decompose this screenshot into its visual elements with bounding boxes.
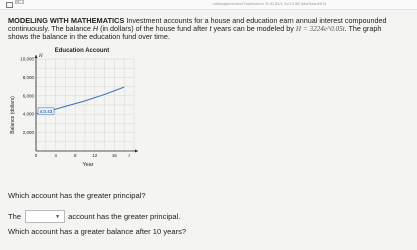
y-tick-label: 4,000 <box>22 111 34 117</box>
x-tick-label: 4 <box>54 153 57 158</box>
y-axis-variable: H <box>39 54 43 59</box>
chart-annotation <box>38 108 54 115</box>
answer-prefix: The <box>8 212 22 221</box>
chart-svg <box>8 45 148 169</box>
browser-top-bar <box>0 0 417 10</box>
x-tick-label: 0 <box>34 153 38 158</box>
y-axis-label: Balance (dollars) <box>10 96 16 134</box>
x-tick-label: 8 <box>73 153 77 158</box>
answer-line-1 <box>8 210 180 223</box>
x-axis-label: Year <box>82 162 94 168</box>
tab-page-icon <box>6 2 13 8</box>
address-bar-url[interactable]: ...ldfassignment/ch7ss/book/m Tc ID 81/1 2c/13 9B /Ma/Sasnl/914 <box>210 1 327 6</box>
problem-line-2b: (in dollars) of the house fund after <box>100 24 208 34</box>
problem-title: MODELING WITH MATHEMATICS <box>8 16 125 25</box>
problem-line-2c: years can be modeled by <box>213 24 294 34</box>
problem-statement <box>8 17 413 42</box>
y-tick-label: 2,000 <box>22 130 34 136</box>
x-tick-label: 12 <box>92 153 98 158</box>
education-account-chart <box>8 45 148 169</box>
model-formula: H = 3224e^0.05t <box>295 25 345 34</box>
problem-line-3: shows the balance in the education fund over time. <box>8 32 170 42</box>
problem-line-1: Investment accounts for a house and education earn annual interest compounded <box>126 16 387 25</box>
question-2: Which account has a greater balance after 10 years? <box>8 227 187 236</box>
answer-suffix: account has the greater principal. <box>68 212 181 221</box>
y-tick-label: 6,000 <box>22 93 34 99</box>
x-axis-arrow <box>135 150 138 153</box>
annotation-label: 4,0,43 <box>39 108 53 114</box>
account-dropdown[interactable] <box>25 210 65 223</box>
chart-grid <box>36 59 134 151</box>
tab-title[interactable]: 8C3 <box>15 0 25 6</box>
problem-text: MODELING WITH MATHEMATICS Investment accounts for a house and education earn annual interest compounded continuously. The balance H (in dollars) of the house fund after t years can be modeled by H = 3224e^0.05t. The graph shows the balance in the education fund over time. <box>8 16 387 42</box>
y-tick-label: 8,000 <box>22 74 34 80</box>
y-tick-label: 10,000 <box>20 56 34 62</box>
x-tick-label: 16 <box>111 153 117 158</box>
variable-t: t <box>209 24 212 34</box>
problem-line-2a: continuously. The balance <box>8 24 91 34</box>
problem-line-2d: The graph <box>348 24 382 34</box>
chart-axes <box>35 54 139 153</box>
chevron-down-icon: ▼ <box>55 213 61 220</box>
variable-h: H <box>92 24 99 34</box>
y-axis-arrow <box>35 55 38 58</box>
question-1: Which account has the greater principal? <box>8 191 146 200</box>
x-tick-label: t <box>128 153 130 158</box>
chart-title: Education Account <box>54 48 110 54</box>
